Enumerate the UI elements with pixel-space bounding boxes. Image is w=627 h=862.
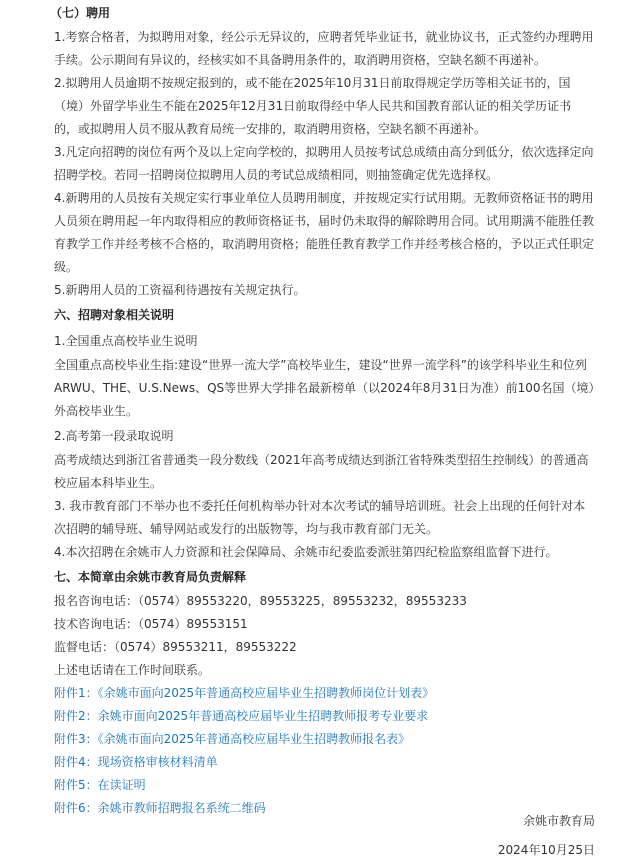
attachment-link-5[interactable]: 附件5：在读证明 (54, 778, 146, 792)
signature-org: 余姚市教育局 (522, 814, 595, 828)
paragraph: 4.本次招聘在余姚市人力资源和社会保障局、余姚市纪委监委派驻第四纪检监察组监督下进行。 (54, 545, 558, 559)
paragraph: 5.新聘用人员的工资福利待遇按有关规定执行。 (54, 283, 306, 297)
paragraph: 3.凡定向招聘的岗位有两个及以上定向学校的，拟聘用人员按考试总成绩由高分到低分，依次选择定向招聘学校。若同一招聘岗位拟聘用人员的考试总成绩相同，则抽签确定优先选择权。 (54, 145, 594, 182)
attachment-link-2[interactable]: 附件2：余姚市面向2025年普通高校应届毕业生招聘教师报考专业要求 (54, 709, 429, 723)
contact-supervision-phone: 监督电话：（0574）89553211，89553222 (54, 640, 297, 654)
section-title-recruitment-targets: 六、招聘对象相关说明 (54, 308, 175, 322)
signature-date: 2024年10月25日 (497, 843, 595, 857)
paragraph: 全国重点高校毕业生指:建设“世界一流大学”高校毕业生，建设“世界一流学科”的该学科毕业生和位列ARWU、THE、U.S.News、QS等世界大学排名最新榜单（以2024年8月31日为准）前100名国（境）外高校毕业生。 (54, 358, 595, 418)
contact-technical-phone: 技术咨询电话：（0574）89553151 (54, 617, 248, 631)
section-title-interpretation: 七、本简章由余姚市教育局负责解释 (54, 570, 247, 584)
paragraph: 高考成绩达到浙江省普通类一段分数线（2021年高考成绩达到浙江省特殊类型招生控制线）的普通高校应届本科毕业生。 (54, 453, 589, 490)
attachment-link-4[interactable]: 附件4：现场资格审核材料清单 (54, 755, 218, 769)
contact-note: 上述电话请在工作时间联系。 (54, 663, 211, 677)
subsection-title: 1.全国重点高校毕业生说明 (54, 334, 198, 348)
attachment-list (54, 682, 595, 820)
paragraph: 2.拟聘用人员逾期不按规定报到的，或不能在2025年10月31日前取得规定学历等相关证书的，国（境）外留学毕业生不能在2025年12月31日前取得经中华人民共和国教育部认证的相关学历证书的，或拟聘用人员不服从教育局统一安排的，取消聘用资格，空缺名额不再递补。 (54, 76, 572, 136)
subsection-title: 2.高考第一段录取说明 (54, 429, 174, 443)
document-body (50, 0, 595, 820)
attachment-link-3[interactable]: 附件3：《余姚市面向2025年普通高校应届毕业生招聘教师报名表》 (54, 732, 411, 746)
signature-block (498, 810, 595, 862)
paragraph: 4.新聘用的人员按有关规定实行事业单位人员聘用制度，并按规定实行试用期。无教师资格证书的聘用人员须在聘用起一年内取得相应的教师资格证书，届时仍未取得的解除聘用合同。试用期满不能胜任教育教学工作并经考核不合格的，取消聘用资格；能胜任教育教学工作并经考核合格的，予以正式任职定级。 (54, 191, 595, 274)
attachment-link-1[interactable]: 附件1：《余姚市面向2025年普通高校应届毕业生招聘教师岗位计划表》 (54, 686, 435, 700)
section-title-employment: （七）聘用 (50, 6, 111, 20)
contact-registration-phone: 报名咨询电话：（0574）89553220，89553225，89553232，89553233 (54, 594, 467, 608)
paragraph: 3. 我市教育部门不举办也不委托任何机构举办针对本次考试的辅导培训班。社会上出现的任何针对本次招聘的辅导班、辅导网站或发行的出版物等，均与我市教育部门无关。 (54, 499, 586, 536)
paragraph: 1.考察合格者，为拟聘用对象，经公示无异议的，应聘者凭毕业证书，就业协议书，正式签约办理聘用手续。公示期间有异议的，经核实如不具备聘用条件的，取消聘用资格，空缺名额不再递补。 (54, 30, 594, 67)
attachment-link-6[interactable]: 附件6：余姚市教师招聘报名系统二维码 (54, 801, 266, 815)
